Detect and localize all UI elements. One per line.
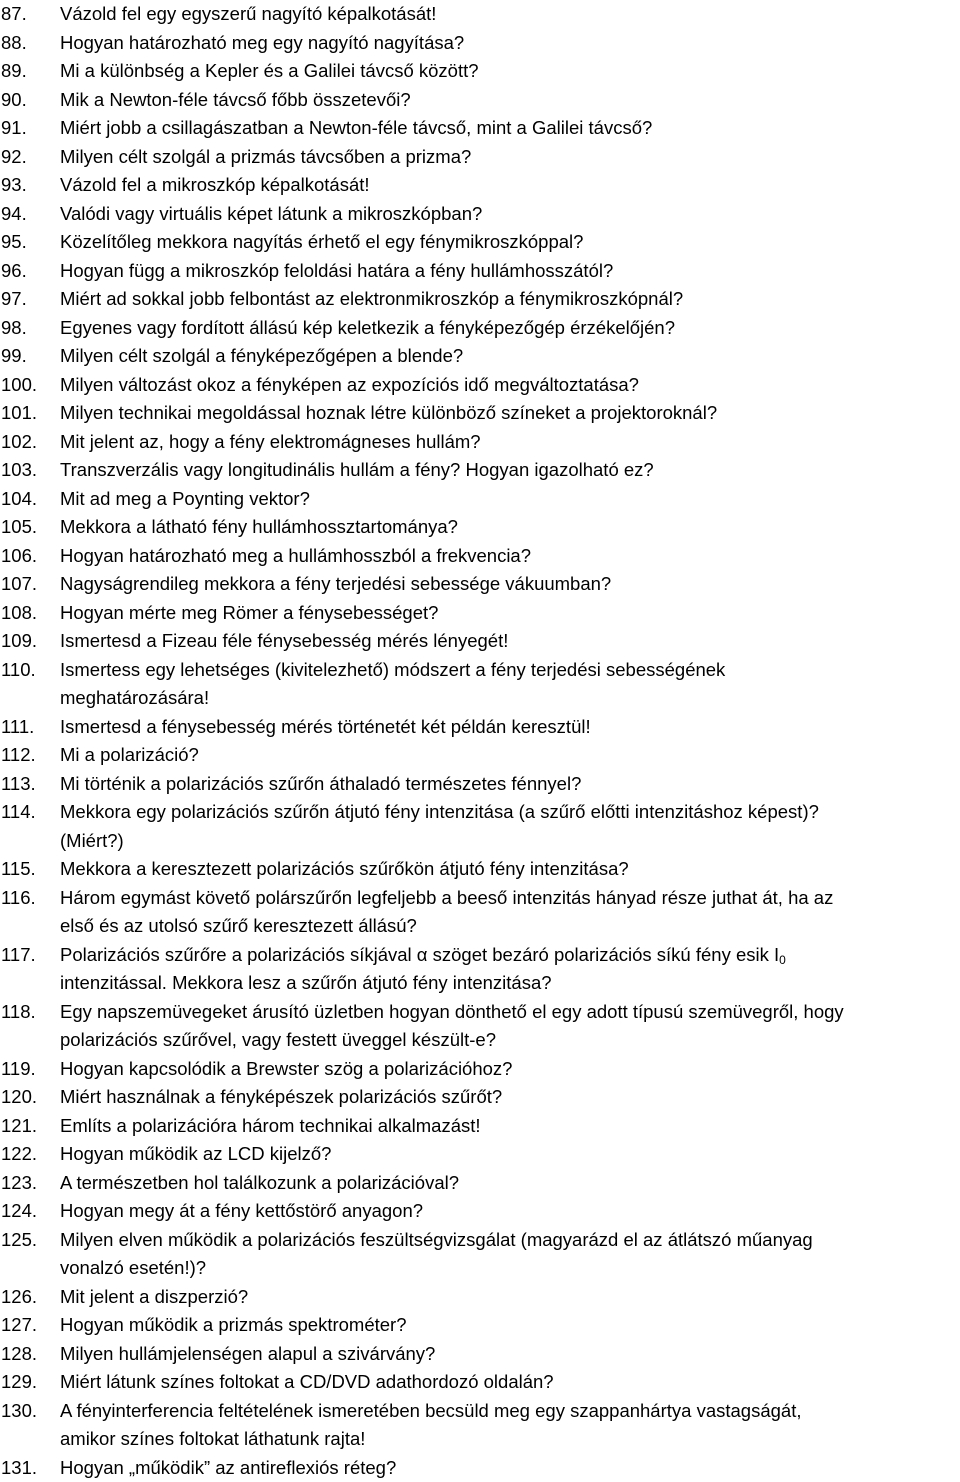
question-item [0, 513, 960, 542]
question-text-line: Mekkora egy polarizációs szűrőn átjutó fény intenzitása (a szűrő előtti intenzitáshoz képest)? [60, 801, 819, 822]
question-text-line: Közelítőleg mekkora nagyítás érhető el egy fénymikroszkóppal? [60, 231, 583, 252]
question-item [0, 1226, 960, 1283]
question-text [60, 200, 960, 229]
question-item [0, 1112, 960, 1141]
question-item [0, 1283, 960, 1312]
question-text [60, 314, 960, 343]
question-text-line: Három egymást követő polárszűrőn legfeljebb a beeső intenzitás hányad része juthat át, ha az [60, 887, 833, 908]
question-item [0, 1311, 960, 1340]
question-text-continuation: első és az utolsó szűrő keresztezett állású? [60, 912, 956, 941]
question-text-continuation: polarizációs szűrővel, vagy festett üveggel készült-e? [60, 1026, 956, 1055]
question-text [60, 741, 960, 770]
question-number: 106. [0, 542, 60, 571]
question-item [0, 342, 960, 371]
question-number: 119. [0, 1055, 60, 1084]
question-text [60, 485, 960, 514]
question-text [60, 656, 960, 713]
question-text-line: Mi történik a polarizációs szűrőn áthaladó természetes fénnyel? [60, 773, 581, 794]
question-number: 130. [0, 1397, 60, 1426]
question-item [0, 1169, 960, 1198]
question-item [0, 257, 960, 286]
question-text-line: Miért használnak a fényképészek polarizációs szűrőt? [60, 1086, 502, 1107]
question-text [60, 770, 960, 799]
question-number: 120. [0, 1083, 60, 1112]
question-text-line: Mit ad meg a Poynting vektor? [60, 488, 310, 509]
question-item [0, 855, 960, 884]
question-text-line: Hogyan függ a mikroszkóp feloldási határa a fény hullámhosszától? [60, 260, 613, 281]
question-number: 96. [0, 257, 60, 286]
question-number: 104. [0, 485, 60, 514]
question-number: 98. [0, 314, 60, 343]
question-text-line: Miért ad sokkal jobb felbontást az elektronmikroszkóp a fénymikroszkópnál? [60, 288, 683, 309]
question-text [60, 399, 960, 428]
question-text [60, 1083, 960, 1112]
question-text [60, 0, 960, 29]
question-text [60, 228, 960, 257]
question-text-line: Mekkora a keresztezett polarizációs szűrőkön átjutó fény intenzitása? [60, 858, 629, 879]
question-text-line: Milyen hullámjelenségen alapul a szivárvány? [60, 1343, 435, 1364]
question-text-line: Egy napszemüvegeket árusító üzletben hogyan dönthető el egy adott típusú szemüvegről, hogy [60, 1001, 844, 1022]
question-text-line: Vázold fel egy egyszerű nagyító képalkotását! [60, 3, 436, 24]
question-item [0, 542, 960, 571]
question-text [60, 171, 960, 200]
question-item [0, 741, 960, 770]
question-text-line: Valódi vagy virtuális képet látunk a mikroszkópban? [60, 203, 482, 224]
question-text-line: Hogyan működik a prizmás spektrométer? [60, 1314, 407, 1335]
question-item [0, 1083, 960, 1112]
question-number: 110. [0, 656, 60, 685]
question-number: 93. [0, 171, 60, 200]
question-number: 101. [0, 399, 60, 428]
question-text [60, 798, 960, 855]
question-number: 124. [0, 1197, 60, 1226]
question-text [60, 1226, 960, 1283]
question-item [0, 998, 960, 1055]
question-text [60, 29, 960, 58]
question-item [0, 399, 960, 428]
question-number: 125. [0, 1226, 60, 1255]
question-number: 131. [0, 1454, 60, 1482]
question-text-line: Ismertesd a fénysebesség mérés történetét két példán keresztül! [60, 716, 591, 737]
question-text-line: Mi a különbség a Kepler és a Galilei távcső között? [60, 60, 479, 81]
question-item [0, 314, 960, 343]
question-text-line: Hogyan kapcsolódik a Brewster szög a polarizációhoz? [60, 1058, 512, 1079]
question-number: 128. [0, 1340, 60, 1369]
question-item [0, 171, 960, 200]
question-text [60, 884, 960, 941]
question-text-line: Miért látunk színes foltokat a CD/DVD adathordozó oldalán? [60, 1371, 554, 1392]
question-number: 114. [0, 798, 60, 827]
question-text [60, 1140, 960, 1169]
question-text-line: Mit jelent az, hogy a fény elektromágneses hullám? [60, 431, 481, 452]
question-text-line: Mik a Newton-féle távcső főbb összetevői? [60, 89, 411, 110]
question-item [0, 428, 960, 457]
question-item [0, 0, 960, 29]
question-item [0, 656, 960, 713]
question-text-line: Miért jobb a csillagászatban a Newton-féle távcső, mint a Galilei távcső? [60, 117, 652, 138]
question-text-line: Milyen célt szolgál a prizmás távcsőben a prizma? [60, 146, 471, 167]
question-text [60, 1311, 960, 1340]
question-number: 90. [0, 86, 60, 115]
question-item [0, 599, 960, 628]
question-number: 105. [0, 513, 60, 542]
question-text-continuation: intenzitással. Mekkora lesz a szűrőn átjutó fény intenzitása? [60, 969, 956, 998]
question-number: 102. [0, 428, 60, 457]
question-number: 100. [0, 371, 60, 400]
question-number: 129. [0, 1368, 60, 1397]
question-item [0, 713, 960, 742]
question-text-line: Hogyan mérte meg Römer a fénysebességet? [60, 602, 438, 623]
question-text [60, 114, 960, 143]
question-text [60, 1112, 960, 1141]
question-item [0, 86, 960, 115]
question-number: 87. [0, 0, 60, 29]
question-text [60, 428, 960, 457]
question-number: 122. [0, 1140, 60, 1169]
question-text [60, 342, 960, 371]
question-text [60, 1368, 960, 1397]
question-number: 118. [0, 998, 60, 1027]
question-item [0, 1454, 960, 1482]
question-number: 115. [0, 855, 60, 884]
question-text-line: Hogyan határozható meg a hullámhosszból a frekvencia? [60, 545, 531, 566]
question-item [0, 371, 960, 400]
question-text-continuation: amikor színes foltokat láthatunk rajta! [60, 1425, 956, 1454]
question-text [60, 1454, 960, 1482]
question-text-line: Ismertesd a Fizeau féle fénysebesség mérés lényegét! [60, 630, 508, 651]
question-item [0, 228, 960, 257]
question-text [60, 86, 960, 115]
question-text [60, 285, 960, 314]
question-item [0, 627, 960, 656]
question-number: 103. [0, 456, 60, 485]
question-text-line: Hogyan határozható meg egy nagyító nagyítása? [60, 32, 464, 53]
question-text [60, 143, 960, 172]
question-text-continuation: vonalzó esetén!)? [60, 1254, 956, 1283]
question-text-line: Ismertess egy lehetséges (kivitelezhető) módszert a fény terjedési sebességének [60, 659, 725, 680]
question-text-line: Milyen változást okoz a fényképen az expozíciós idő megváltoztatása? [60, 374, 639, 395]
question-text-line: Hogyan működik az LCD kijelző? [60, 1143, 331, 1164]
question-item [0, 57, 960, 86]
question-text [60, 371, 960, 400]
question-number: 91. [0, 114, 60, 143]
question-text-line: A természetben hol találkozunk a polarizációval? [60, 1172, 459, 1193]
question-number: 99. [0, 342, 60, 371]
question-item [0, 884, 960, 941]
question-number: 121. [0, 1112, 60, 1141]
question-number: 94. [0, 200, 60, 229]
question-item [0, 143, 960, 172]
question-number: 112. [0, 741, 60, 770]
question-number: 88. [0, 29, 60, 58]
subscript: 0 [779, 953, 786, 967]
question-text [60, 998, 960, 1055]
question-item [0, 200, 960, 229]
question-text [60, 1283, 960, 1312]
question-text-line: Egyenes vagy fordított állású kép keletkezik a fényképezőgép érzékelőjén? [60, 317, 675, 338]
question-item [0, 1340, 960, 1369]
question-number: 113. [0, 770, 60, 799]
question-item [0, 570, 960, 599]
question-text-line: Transzverzális vagy longitudinális hullám a fény? Hogyan igazolható ez? [60, 459, 654, 480]
question-item [0, 941, 960, 998]
question-number: 123. [0, 1169, 60, 1198]
question-number: 97. [0, 285, 60, 314]
question-number: 111. [0, 713, 60, 742]
question-text [60, 713, 960, 742]
question-text [60, 570, 960, 599]
question-number: 116. [0, 884, 60, 913]
question-number: 117. [0, 941, 60, 970]
question-item [0, 485, 960, 514]
question-item [0, 798, 960, 855]
question-item [0, 1397, 960, 1454]
question-text-line: Polarizációs szűrőre a polarizációs síkjával α szöget bezáró polarizációs síkú fény esik I [60, 944, 779, 965]
question-text [60, 257, 960, 286]
question-text-continuation: (Miért?) [60, 827, 956, 856]
question-text [60, 542, 960, 571]
question-text [60, 599, 960, 628]
question-number: 107. [0, 570, 60, 599]
question-text [60, 1197, 960, 1226]
question-item [0, 1197, 960, 1226]
question-text-line: Milyen technikai megoldással hoznak létre különböző színeket a projektoroknál? [60, 402, 717, 423]
question-item [0, 1140, 960, 1169]
question-text [60, 456, 960, 485]
question-item [0, 114, 960, 143]
question-text-line: Hogyan „működik” az antireflexiós réteg? [60, 1457, 396, 1478]
question-item [0, 1368, 960, 1397]
question-number: 92. [0, 143, 60, 172]
question-text [60, 57, 960, 86]
question-text [60, 1397, 960, 1454]
question-number: 108. [0, 599, 60, 628]
question-item [0, 29, 960, 58]
question-item [0, 1055, 960, 1084]
question-text-line: Mit jelent a diszperzió? [60, 1286, 248, 1307]
question-text-continuation: meghatározására! [60, 684, 956, 713]
question-text [60, 1340, 960, 1369]
question-item [0, 770, 960, 799]
question-number: 89. [0, 57, 60, 86]
question-text [60, 627, 960, 656]
question-text [60, 513, 960, 542]
question-text-line: Nagyságrendileg mekkora a fény terjedési sebessége vákuumban? [60, 573, 611, 594]
question-number: 95. [0, 228, 60, 257]
question-text-line: Milyen elven működik a polarizációs feszültségvizsgálat (magyarázd el az átlátszó műanyag [60, 1229, 813, 1250]
question-text-line: Milyen célt szolgál a fényképezőgépen a blende? [60, 345, 463, 366]
question-number: 127. [0, 1311, 60, 1340]
question-text-line: Vázold fel a mikroszkóp képalkotását! [60, 174, 370, 195]
question-item [0, 456, 960, 485]
question-text [60, 855, 960, 884]
question-text-line: Hogyan megy át a fény kettőstörő anyagon? [60, 1200, 423, 1221]
question-text-line: Mekkora a látható fény hullámhossztartománya? [60, 516, 458, 537]
question-number: 109. [0, 627, 60, 656]
question-text [60, 941, 960, 998]
question-text [60, 1169, 960, 1198]
question-text-line: Említs a polarizációra három technikai alkalmazást! [60, 1115, 481, 1136]
question-text-line: Mi a polarizáció? [60, 744, 199, 765]
question-text [60, 1055, 960, 1084]
question-item [0, 285, 960, 314]
question-text-line: A fényinterferencia feltételének ismeretében becsüld meg egy szappanhártya vastagságát, [60, 1400, 801, 1421]
question-number: 126. [0, 1283, 60, 1312]
